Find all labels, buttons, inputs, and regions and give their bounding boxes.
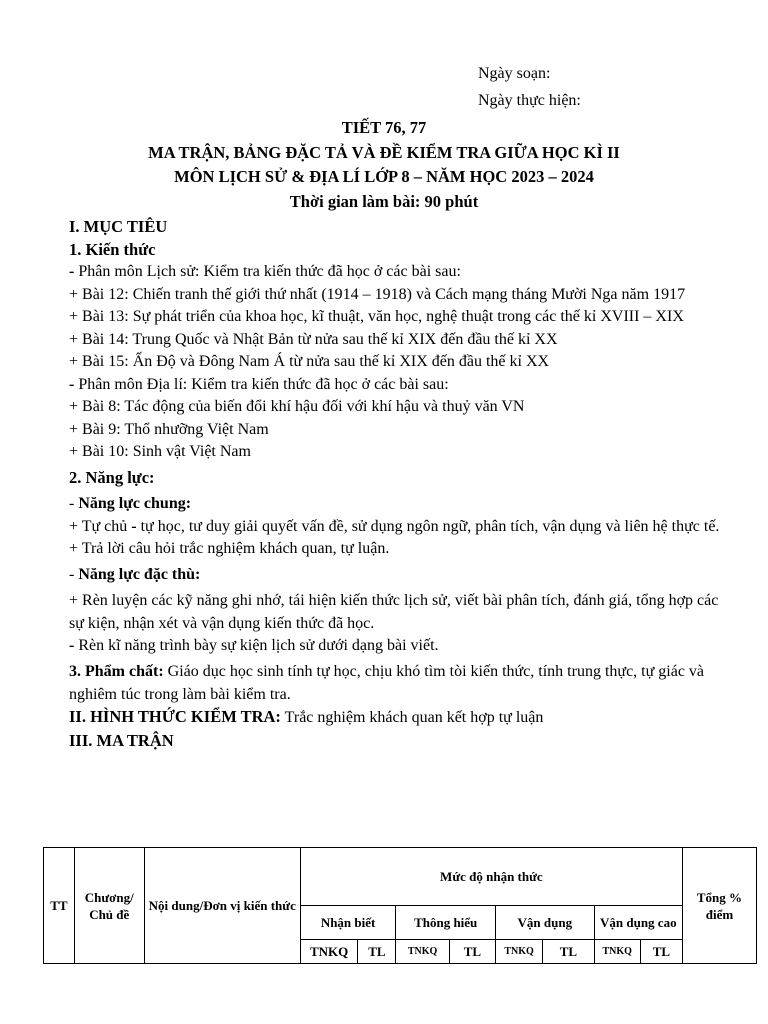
general-competency-label: - Năng lực chung: <box>69 495 192 512</box>
specific-competency-item: - Rèn kĩ năng trình bày sự kiện lịch sử dưới dạng bài viết. <box>69 637 439 654</box>
sub-tl: TL <box>543 940 594 964</box>
sub-tl: TL <box>449 940 495 964</box>
exam-format: II. HÌNH THỨC KIỂM TRA: Trắc nghiệm khách quan kết hợp tự luận <box>69 707 544 726</box>
assessment-matrix-table <box>43 847 757 964</box>
geography-item: + Bài 10: Sinh vật Việt Nam <box>69 443 251 460</box>
level-recognition: Nhận biết <box>300 906 396 940</box>
competency-title: 2. Năng lực: <box>69 468 155 487</box>
lesson-number: TIẾT 76, 77 <box>341 118 427 137</box>
specific-competency-item: + Rèn luyện các kỹ năng ghi nhớ, tái hiện kiến thức lịch sử, viết bài phân tích, đánh giá, tổng hợp các sự kiện, nhận xét và vận dụng kiến thức đã học. <box>69 592 719 632</box>
qualities-paragraph: 3. Phẩm chất: Giáo dục học sinh tính tự học, chịu khó tìm tòi kiến thức, tính trung thực, tự giác và nghiêm túc trong làm bài kiểm tra. <box>69 663 705 703</box>
header-total: Tổng % điểm <box>682 848 756 964</box>
general-competency-item: + Trả lời câu hỏi trắc nghiệm khách quan, tự luận. <box>69 540 390 557</box>
sub-tl: TL <box>358 940 396 964</box>
specific-competency-label: - Năng lực đặc thù: <box>69 566 201 583</box>
section-objectives-title: I. MỤC TIÊU <box>69 217 168 236</box>
date-block <box>478 60 581 114</box>
level-high-application: Vận dụng cao <box>594 906 682 940</box>
duration-line: Thời gian làm bài: 90 phút <box>289 191 479 211</box>
header-cognitive-level: Mức độ nhận thức <box>300 848 682 906</box>
geography-item: + Bài 9: Thổ nhưỡng Việt Nam <box>69 420 269 438</box>
document-title: MA TRẬN, BẢNG ĐẶC TẢ VÀ ĐỀ KIỂM TRA GIỮA HỌC KÌ II <box>148 142 620 162</box>
subject-line: MÔN LỊCH SỬ & ĐỊA LÍ LỚP 8 – NĂM HỌC 2023 – 2024 <box>174 167 594 186</box>
history-item: + Bài 15: Ấn Độ và Đông Nam Á từ nửa sau thế kỉ XIX đến đầu thế kỉ XX <box>69 353 550 370</box>
sub-tnkq: TNKQ <box>594 940 640 964</box>
document-heading <box>0 116 768 214</box>
history-item: + Bài 12: Chiến tranh thế giới thứ nhất (1914 – 1918) và Cách mạng tháng Mười Nga năm 1917 <box>69 285 686 303</box>
sub-tl: TL <box>640 940 682 964</box>
sub-tnkq: TNKQ <box>496 940 543 964</box>
document-body <box>69 216 729 752</box>
knowledge-title: 1. Kiến thức <box>69 239 156 259</box>
history-intro: - Phân môn Lịch sử: Kiểm tra kiến thức đã học ở các bài sau: <box>69 263 461 280</box>
level-understanding: Thông hiểu <box>396 906 496 940</box>
history-item: + Bài 14: Trung Quốc và Nhật Bản từ nửa sau thế kỉ XIX đến đầu thế kỉ XX <box>69 330 558 348</box>
geography-intro: - Phân môn Địa lí: Kiểm tra kiến thức đã học ở các bài sau: <box>69 375 449 393</box>
history-item: + Bài 13: Sự phát triển của khoa học, kĩ thuật, văn học, nghệ thuật trong các thế kỉ XVIII – XIX <box>69 308 684 325</box>
general-competency-item: + Tự chủ - tự học, tư duy giải quyết vấn đề, sử dụng ngôn ngữ, phân tích, vận dụng và liên hệ thực tế. <box>69 517 720 535</box>
date-taught: Ngày thực hiện: <box>478 92 581 109</box>
header-tt: TT <box>44 848 75 964</box>
level-application: Vận dụng <box>496 906 595 940</box>
header-chapter: Chương/ Chủ đề <box>74 848 144 964</box>
date-prepared: Ngày soạn: <box>478 65 551 82</box>
matrix-title: III. MA TRẬN <box>69 730 174 750</box>
sub-tnkq: TNKQ <box>396 940 449 964</box>
geography-item: + Bài 8: Tác động của biến đổi khí hậu đối với khí hậu và thuỷ văn VN <box>69 398 525 415</box>
sub-tnkq: TNKQ <box>300 940 358 964</box>
header-content: Nội dung/Đơn vị kiến thức <box>144 848 300 964</box>
